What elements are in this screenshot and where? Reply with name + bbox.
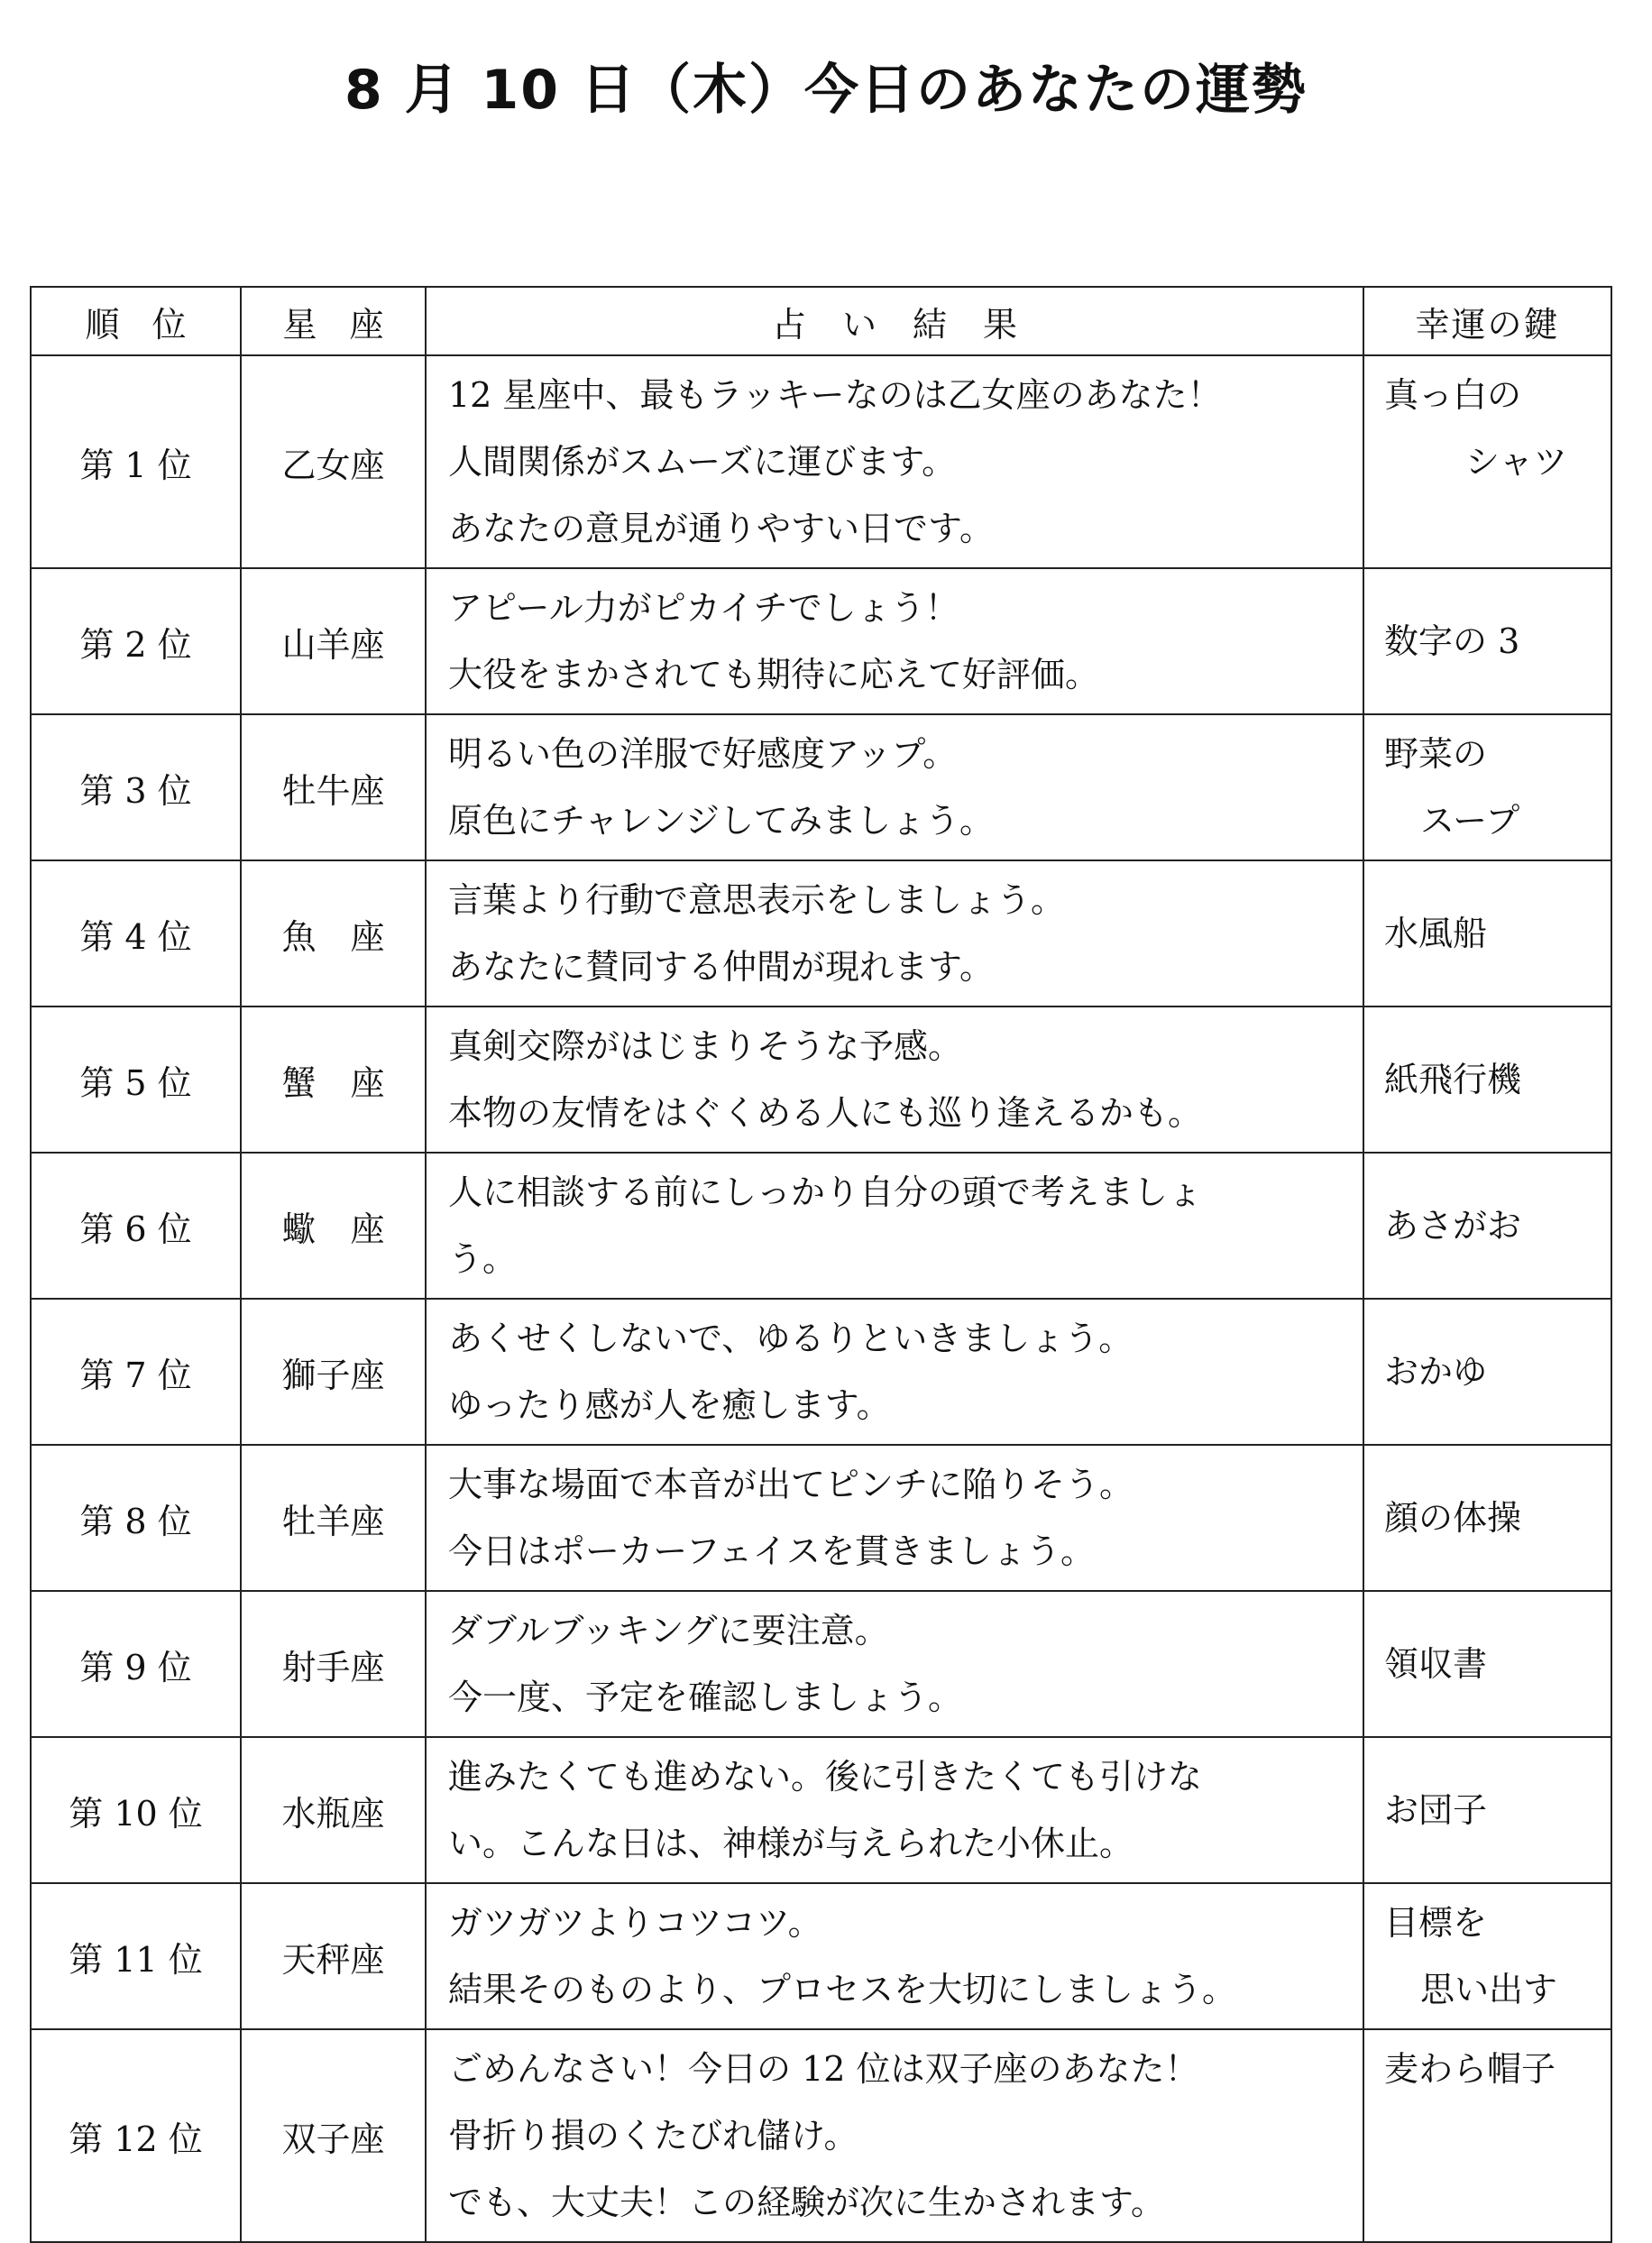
- lucky-key-line: 真っ白の: [1384, 375, 1522, 415]
- fortune-result-line: 進みたくても進めない。後に引きたくても引けな: [448, 1757, 1203, 1797]
- fortune-result-line: 大事な場面で本音が出てピンチに陥りそう。: [448, 1465, 1134, 1504]
- fortune-result-line: 本物の友情をはぐくめる人にも巡り逢えるかも。: [448, 1093, 1203, 1133]
- zodiac-sign-cell: 水瓶座: [241, 1737, 426, 1883]
- fortune-result-line: 原色にチャレンジしてみましょう。: [448, 801, 994, 841]
- fortune-result-line: ごめんなさい！今日の 12 位は双子座のあなた！: [448, 2049, 1199, 2089]
- rank-cell: 第 5 位: [31, 1007, 241, 1153]
- rank-cell: 第 3 位: [31, 714, 241, 860]
- table-row: [31, 1737, 1611, 1883]
- lucky-key-cell: [1363, 1737, 1611, 1883]
- lucky-key-line: 水風船: [1384, 914, 1488, 953]
- fortune-result-cell: [426, 568, 1363, 714]
- page-title: 8 月 10 日（木）今日のあなたの運勢: [344, 59, 1308, 122]
- lucky-key-line: 紙飛行機: [1384, 1060, 1522, 1099]
- rank-cell: 第 9 位: [31, 1591, 241, 1737]
- lucky-key-cell: [1363, 568, 1611, 714]
- rank-cell: 第 4 位: [31, 860, 241, 1007]
- fortune-result-line: 大役をまかされても期待に応えて好評価。: [448, 655, 1100, 694]
- fortune-result-line: 12 星座中、最もラッキーなのは乙女座のあなた！: [448, 375, 1222, 415]
- fortune-result-cell: [426, 1299, 1363, 1445]
- fortune-result-line: ゆったり感が人を癒します。: [448, 1385, 891, 1425]
- fortune-result-line: 骨折り損のくたびれ儲け。: [448, 2116, 858, 2156]
- table-row: [31, 2029, 1611, 2242]
- fortune-result-cell: [426, 860, 1363, 1007]
- lucky-key-line: 領収書: [1384, 1644, 1488, 1684]
- table-row: [31, 714, 1611, 860]
- fortune-result-cell: [426, 2029, 1363, 2242]
- lucky-key-line: スープ: [1420, 801, 1520, 841]
- lucky-key-line: シャツ: [1465, 442, 1568, 482]
- zodiac-sign-cell: 乙女座: [241, 355, 426, 568]
- fortune-table: [30, 286, 1612, 2243]
- zodiac-sign-cell: 獅子座: [241, 1299, 426, 1445]
- table-row: [31, 1883, 1611, 2029]
- rank-cell: 第 8 位: [31, 1445, 241, 1591]
- table-row: [31, 1591, 1611, 1737]
- lucky-key-cell: [1363, 1591, 1611, 1737]
- table-row: [31, 1153, 1611, 1299]
- zodiac-sign-cell: 牡牛座: [241, 714, 426, 860]
- lucky-key-line: 顔の体操: [1384, 1498, 1522, 1538]
- rank-cell: 第 1 位: [31, 355, 241, 568]
- fortune-result-line: い。こんな日は、神様が与えられた小休止。: [448, 1824, 1134, 1863]
- lucky-key-cell: [1363, 2029, 1611, 2242]
- rank-cell: 第 2 位: [31, 568, 241, 714]
- fortune-result-cell: [426, 1591, 1363, 1737]
- fortune-result-line: 明るい色の洋服で好感度アップ。: [448, 734, 958, 774]
- zodiac-sign-cell: 双子座: [241, 2029, 426, 2242]
- rank-cell: 第 11 位: [31, 1883, 241, 2029]
- rank-cell: 第 12 位: [31, 2029, 241, 2242]
- lucky-key-line: 目標を: [1384, 1903, 1488, 1943]
- zodiac-sign-cell: 山羊座: [241, 568, 426, 714]
- fortune-result-line: あなたに賛同する仲間が現れます。: [448, 947, 994, 987]
- lucky-key-cell: [1363, 1883, 1611, 2029]
- fortune-result-cell: [426, 1007, 1363, 1153]
- lucky-key-line: 思い出す: [1420, 1970, 1558, 2009]
- rank-cell: 第 10 位: [31, 1737, 241, 1883]
- lucky-key-cell: [1363, 714, 1611, 860]
- fortune-result-line: でも、大丈夫！この経験が次に生かされます。: [448, 2183, 1165, 2222]
- zodiac-sign-cell: 蟹 座: [241, 1007, 426, 1153]
- lucky-key-cell: [1363, 355, 1611, 568]
- fortune-result-cell: [426, 1153, 1363, 1299]
- fortune-result-line: 結果そのものより、プロセスを大切にしましょう。: [448, 1970, 1237, 2009]
- fortune-result-line: 真剣交際がはじまりそうな予感。: [448, 1026, 963, 1066]
- table-body: [31, 355, 1611, 2242]
- header-rank: 順位: [31, 287, 241, 355]
- lucky-key-cell: [1363, 1299, 1611, 1445]
- fortune-result-line: アピール力がピカイチでしょう！: [448, 588, 959, 628]
- lucky-key-line: お団子: [1384, 1790, 1488, 1830]
- zodiac-sign-cell: 牡羊座: [241, 1445, 426, 1591]
- fortune-result-line: あなたの意見が通りやすい日です。: [448, 509, 994, 548]
- lucky-key-line: 数字の 3: [1384, 621, 1520, 661]
- fortune-result-line: ダブルブッキングに要注意。: [448, 1611, 889, 1650]
- table-row: [31, 860, 1611, 1007]
- fortune-result-line: ガツガツよりコツコツ。: [448, 1903, 822, 1943]
- table-row: [31, 568, 1611, 714]
- lucky-key-line: あさがお: [1384, 1206, 1522, 1246]
- zodiac-sign-cell: 射手座: [241, 1591, 426, 1737]
- lucky-key-line: 野菜の: [1384, 734, 1488, 774]
- fortune-result-line: あくせくしないで、ゆるりといきましょう。: [448, 1319, 1133, 1358]
- zodiac-sign-cell: 蠍 座: [241, 1153, 426, 1299]
- lucky-key-cell: [1363, 1007, 1611, 1153]
- zodiac-sign-cell: 魚 座: [241, 860, 426, 1007]
- table-row: [31, 1299, 1611, 1445]
- rank-cell: 第 7 位: [31, 1299, 241, 1445]
- table-row: [31, 1445, 1611, 1591]
- zodiac-sign-cell: 天秤座: [241, 1883, 426, 2029]
- header-result: 占い結果: [426, 287, 1363, 355]
- lucky-key-line: おかゆ: [1384, 1352, 1488, 1392]
- fortune-result-cell: [426, 1883, 1363, 2029]
- header-sign: 星座: [241, 287, 426, 355]
- table-row: [31, 355, 1611, 568]
- table-row: [31, 1007, 1611, 1153]
- lucky-key-cell: [1363, 860, 1611, 1007]
- lucky-key-cell: [1363, 1153, 1611, 1299]
- table-header-row: [31, 287, 1611, 355]
- header-lucky-key: 幸運の鍵: [1363, 287, 1611, 355]
- fortune-result-line: 言葉より行動で意思表示をしましょう。: [448, 880, 1066, 920]
- fortune-result-cell: [426, 714, 1363, 860]
- fortune-result-line: 人間関係がスムーズに運びます。: [448, 442, 957, 482]
- fortune-result-cell: [426, 1445, 1363, 1591]
- fortune-result-cell: [426, 355, 1363, 568]
- fortune-result-line: 今一度、予定を確認しましょう。: [448, 1678, 963, 1717]
- fortune-result-line: 今日はポーカーフェイスを貫きましょう。: [448, 1531, 1096, 1571]
- fortune-result-line: う。: [448, 1239, 518, 1279]
- fortune-result-line: 人に相談する前にしっかり自分の頭で考えましょ: [448, 1172, 1203, 1212]
- rank-cell: 第 6 位: [31, 1153, 241, 1299]
- lucky-key-line: 麦わら帽子: [1384, 2049, 1556, 2089]
- lucky-key-cell: [1363, 1445, 1611, 1591]
- fortune-result-cell: [426, 1737, 1363, 1883]
